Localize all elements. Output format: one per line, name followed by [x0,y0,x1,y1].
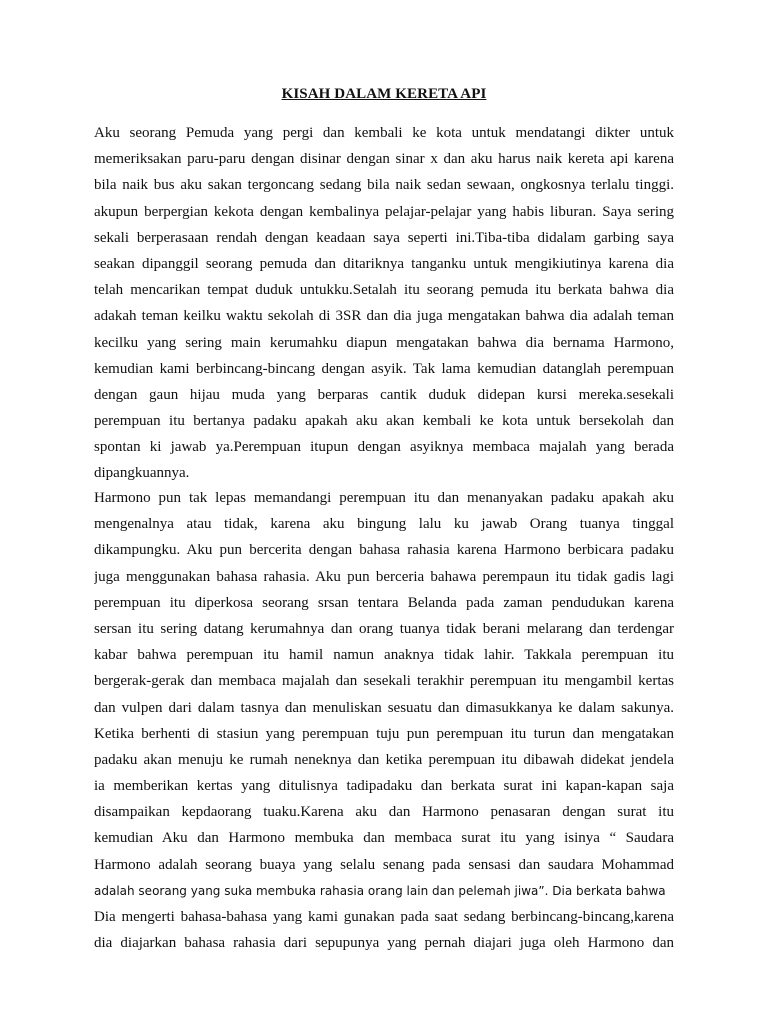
text-line: adakah teman keilku waktu sekolah di 3SR dan dia juga mengatakan bahwa dia adalah teman [94,308,674,325]
text-line: kabar bahwa perempuan itu hamil namun anaknya tidak lahir. Takkala perempuan itu [94,647,674,664]
text-line: sersan itu sering datang kerumahnya dan orang tuanya tidak berani melarang dan terdengar [94,620,674,637]
text-line: akupun berpergian kekota dengan kembalinya pelajar-pelajar yang habis liburan. Saya sering [94,203,674,220]
text-line: sekali berperasaan rendah dengan keadaan saya seperti ini.Tiba-tiba didalam garbing saya [94,229,674,246]
text-line: bergerak-gerak dan membaca majalah dan sesekali terakhir perempuan itu mengambil kertas [94,673,674,690]
paragraph-1 [94,120,674,487]
text-line: spontan ki jawab ya.Perempuan itupun dengan asyiknya membaca majalah yang berada [94,439,674,456]
text-line: dengan gaun hijau muda yang berparas cantik duduk didepan kursi mereka.sesekali [94,386,674,403]
text-line: Harmono pun tak lepas memandangi perempuan itu dan menanyakan padaku apakah aku [94,490,674,506]
text-line: dikampungku. Aku pun bercerita dengan bahasa rahasia karena Harmono berbicara padaku [94,542,674,559]
text-line: kemudian kami berbincang-bincang dengan asyik. Tak lama kemudian datanglah perempuan [94,360,674,377]
text-line: disampaikan kepdaorang tuaku.Karena aku dan Harmono penasaran dengan surat itu [94,804,674,821]
text-line: Dia mengerti bahasa-bahasa yang kami gunakan pada saat sedang berbincang-bincang,karena [94,909,674,925]
text-line: dan vulpen dari dalam tasnya dan menuliskan sesuatu dan dimasukkanya ke dalam sakunya. [94,699,674,716]
text-line: dipangkuannya. [94,465,190,482]
text-line: seakan dipanggil seorang pemuda dan ditariknya tanganku untuk mengikiutinya karena dia [94,255,674,272]
text-line-mixed-font [94,878,674,904]
text-line: telah mencarikan tempat duduk untukku.Setalah itu seorang pemuda itu berkata bahwa dia [94,282,674,299]
text-line: memeriksakan paru-paru dengan disinar dengan sinar x dan aku harus naik kereta api karena [94,151,674,168]
text-line: perempuan itu bertanya padaku apakah aku akan kembali ke kota untuk bersekolah dan [94,413,674,430]
text-line: Ketika berhenti di stasiun yang perempuan tuju pun perempuan itu turun dan mengatakan [94,725,674,742]
text-line: dia diajarkan bahasa rahasia dari sepupunya yang pernah diajari juga oleh Harmono dan [94,935,674,952]
text-line: Harmono adalah seorang buaya yang selalu senang pada sensasi dan saudara Mohammad [94,856,674,873]
text-line: bila naik bus aku sakan tergoncang sedang bila naik sedan sewaan, ongkosnya terlalu tinggi. [94,177,674,194]
text-line: kecilku yang sering main kerumahku diapun mengatakan bahwa dia bernama Harmono, [94,334,674,351]
text-line: Aku seorang Pemuda yang pergi dan kembali ke kota untuk mendatangi dikter untuk [94,125,674,141]
text-line: perempuan itu diperkosa seorang srsan tentara Belanda pada zaman pendudukan karena [94,594,674,611]
text-line: padaku akan menuju ke rumah neneknya dan ketika perempuan itu dibawah didekat jendela [94,751,674,768]
text-line: ia memberikan kertas yang ditulisnya tadipadaku dan berkata surat ini kapan-kapan saja [94,778,674,795]
text-line: kemudian Aku dan Harmono membuka dan membaca surat itu yang isinya “ Saudara [94,830,674,847]
text-line: mengenalnya atau tidak, karena aku bingung lalu ku jawab Orang tuanya tinggal [94,516,674,533]
text-segment-sans: ”. Dia berkata bahwa [538,883,666,898]
text-line: juga menggunakan bahasa rahasia. Aku pun berceria bahawa perempaun itu tidak gadis lagi [94,568,674,585]
paragraph-2 [94,485,674,956]
text-segment-sans: adalah seorang yang suka membuka rahasia orang lain dan pelemah jiwa [94,883,539,898]
document-title: KISAH DALAM KERETA API [281,86,487,102]
